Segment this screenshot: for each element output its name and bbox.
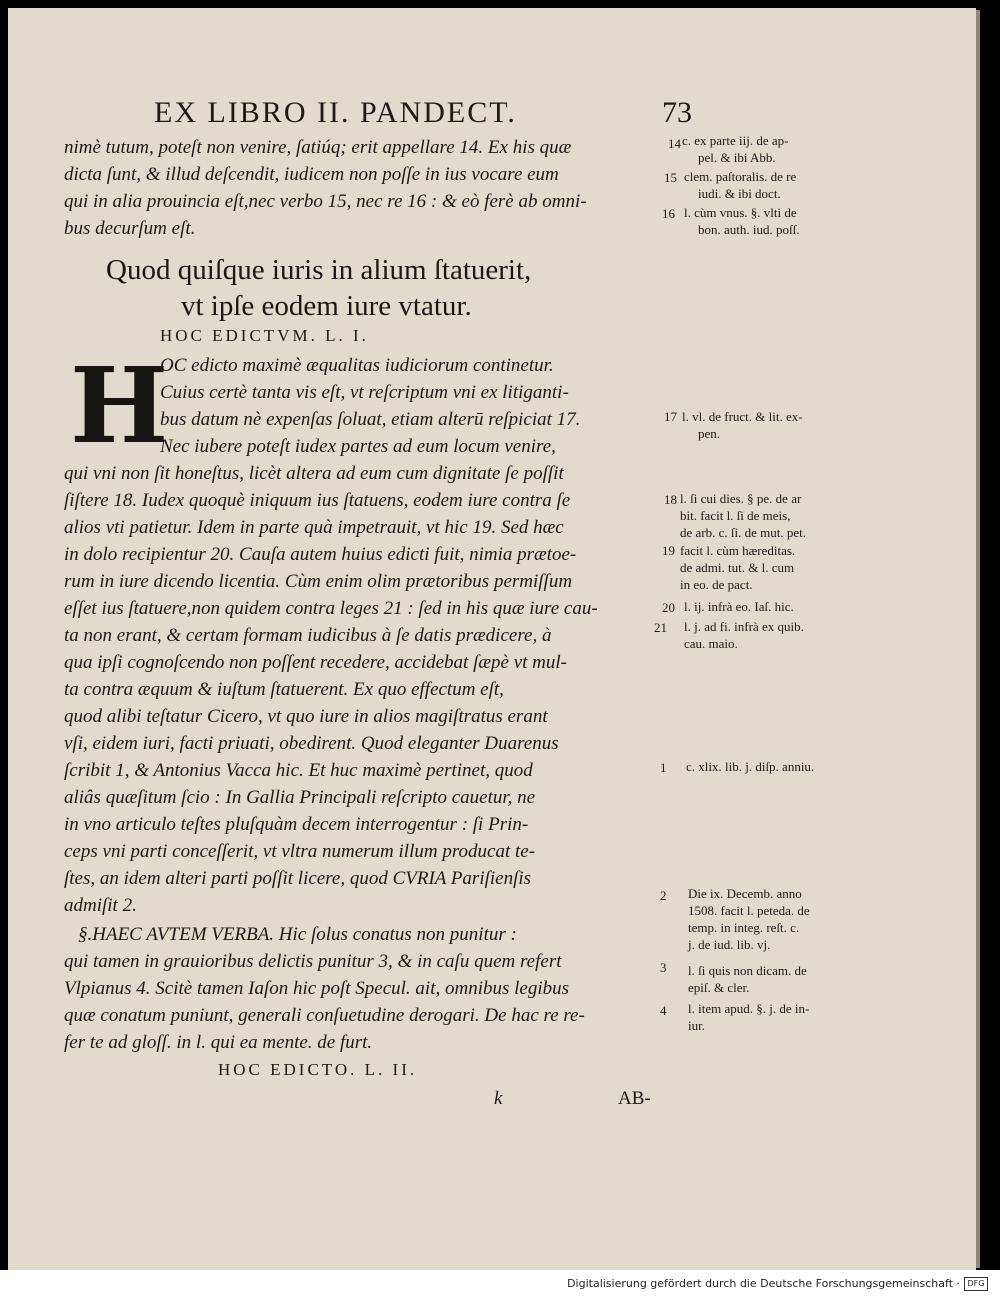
body-line: admiſit 2. — [64, 895, 137, 916]
drop-cap: H — [70, 344, 169, 467]
margin-note-line: bon. auth. iud. poſſ. — [698, 222, 800, 237]
margin-note-number: 21 — [654, 620, 667, 635]
margin-note-line: pen. — [698, 426, 721, 441]
margin-note-line: clem. paſtoralis. de re — [684, 169, 797, 184]
margin-note-number: 1 — [660, 760, 667, 775]
margin-note-line: epiſ. & cler. — [688, 980, 750, 995]
margin-note-line: in eo. de pact. — [680, 577, 753, 592]
margin-note-number: 17 — [664, 409, 677, 424]
body-line: vſi, eidem iuri, facti priuati, obedirent. Quod eleganter Duarenus — [64, 733, 559, 754]
margin-note-number: 19 — [662, 543, 675, 558]
page-edge — [976, 10, 980, 1268]
page-number: 73 — [662, 96, 692, 129]
body-line: in dolo recipientur 20. Cauſa autem huius edicti fuit, nimia prætoe- — [64, 544, 577, 565]
margin-note-number: 18 — [664, 492, 677, 507]
margin-note-number: 3 — [660, 960, 667, 975]
body-line: §.HAEC AVTEM VERBA. Hic ſolus conatus non punitur : — [78, 924, 517, 945]
body-line: Nec iubere poteſt iudex partes ad eum locum venire, — [160, 436, 556, 457]
margin-note-line: c. ex parte iij. de ap- — [682, 133, 789, 148]
margin-note-line: l. item apud. §. j. de in- — [688, 1001, 810, 1016]
margin-note-line: temp. in integ. reſt. c. — [688, 920, 800, 935]
margin-note-number: 4 — [660, 1003, 667, 1018]
margin-note-line: j. de iud. lib. vj. — [688, 937, 771, 952]
margin-note-number: 2 — [660, 888, 667, 903]
body-line: OC edicto maximè æqualitas iudiciorum continetur. — [160, 355, 554, 376]
funding-credit: Digitalisierung gefördert durch die Deutsche Forschungsgemeinschaft · — [567, 1277, 960, 1290]
body-line: ſtes, an idem alteri parti poſſit licere, quod CVRIA Pariſienſis — [64, 868, 532, 889]
signature-mark: k — [494, 1088, 503, 1109]
margin-note-line: de admi. tut. & l. cum — [680, 560, 795, 575]
margin-note-line: iudi. & ibi doct. — [698, 186, 781, 201]
body-line: quod alibi teſtatur Cicero, vt quo iure in alios magiſtratus erant — [64, 706, 548, 727]
body-line: dicta ſunt, & illud deſcendit, iudicem non poſſe in ius vocare eum — [64, 164, 559, 185]
book-page — [8, 8, 976, 1270]
body-line: Vlpianus 4. Scitè tamen Iaſon hic poſt Specul. ait, omnibus legibus — [64, 978, 570, 999]
body-line: qui tamen in grauioribus delictis punitur 3, & in caſu quem refert — [64, 951, 562, 972]
dfg-logo: DFG — [964, 1277, 988, 1291]
margin-note-line: pel. & ibi Abb. — [698, 150, 776, 165]
body-line: ſcribit 1, & Antonius Vacca hic. Et huc maximè pertinet, quod — [64, 760, 533, 781]
edicto-heading: HOC EDICTO. L. II. — [218, 1060, 418, 1079]
body-line: eſſet ius ſtatuere,non quidem contra leges 21 : ſed in his quæ iure cau- — [64, 598, 598, 619]
margin-note-line: bit. facit l. ſi de meis, — [680, 508, 791, 523]
margin-note-line: iur. — [688, 1018, 705, 1033]
edictum-heading: HOC EDICTVM. L. I. — [160, 326, 369, 345]
body-line: qui vni non ſit honeſtus, licèt altera ad eum cum dignitate ſe poſſit — [64, 463, 564, 484]
margin-note-number: 15 — [664, 170, 677, 185]
margin-note-line: l. vl. de fruct. & lit. ex- — [682, 409, 803, 424]
body-line: quæ conatum puniunt, generali conſuetudine derogari. De hac re re- — [64, 1005, 585, 1026]
body-line: bus decurſum eſt. — [64, 218, 196, 239]
body-line: ceps vni parti conceſſerit, vt vltra numerum illum producat te- — [64, 841, 536, 862]
section-title-line: vt ipſe eodem iure vtatur. — [181, 290, 472, 322]
body-line: fer te ad gloſſ. in l. qui ea mente. de furt. — [64, 1032, 373, 1053]
body-line: qua ipſi cognoſcendo non poſſent recedere, accidebat ſæpè vt mul- — [64, 652, 568, 673]
body-line: ta contra æquum & iuſtum ſtatuerent. Ex quo effectum eſt, — [64, 679, 504, 700]
body-line: nimè tutum, poteſt non venire, ſatiúq; erit appellare 14. Ex his quæ — [64, 137, 572, 158]
body-line: ſiſtere 18. Iudex quoquè iniquum ius ſtatuens, eodem iure contra ſe — [64, 490, 571, 511]
margin-note-line: l. cùm vnus. §. vlti de — [684, 205, 797, 220]
margin-note-line: l. ſi cui dies. § pe. de ar — [680, 491, 802, 506]
margin-note-line: l. ij. infrà eo. Iaſ. hic. — [684, 599, 794, 614]
body-line: qui in alia prouincia eſt,nec verbo 15, nec re 16 : & eò ferè ab omni- — [64, 191, 587, 212]
catchword: AB- — [618, 1088, 651, 1109]
body-line: bus datum nè expenſas ſoluat, etiam alterū reſpiciat 17. — [160, 409, 581, 430]
margin-note-line: l. j. ad fi. infrà ex quib. — [684, 619, 804, 634]
margin-note-line: cau. maio. — [684, 636, 738, 651]
margin-note-number: 16 — [662, 206, 675, 221]
margin-note-line: c. xlix. lib. j. diſp. anniu. — [686, 759, 815, 774]
body-line: aliâs quæſitum ſcio : In Gallia Principali reſcripto cauetur, ne — [64, 787, 536, 808]
margin-note-line: 1508. facit l. peteda. de — [688, 903, 810, 918]
running-header: EX LIBRO II. PANDECT. — [154, 96, 517, 129]
margin-note-line: l. ſi quis non dicam. de — [688, 963, 807, 978]
margin-note-number: 14 — [668, 136, 681, 151]
margin-note-number: 20 — [662, 600, 675, 615]
section-title-line: Quod quiſque iuris in alium ſtatuerit, — [106, 254, 532, 286]
body-line: alios vti patietur. Idem in parte quà impetrauit, vt hic 19. Sed hæc — [64, 517, 564, 538]
body-line: rum in iure dicendo licentia. Cùm enim olim prætoribus permiſſum — [64, 571, 573, 592]
body-line: in vno articulo teſtes pluſquàm decem interrogentur : ſi Prin- — [64, 814, 529, 835]
body-line: Cuius certè tanta vis eſt, vt reſcriptum vni ex litiganti- — [160, 382, 569, 403]
margin-note-line: Die ix. Decemb. anno — [688, 886, 802, 901]
margin-note-line: facit l. cùm hæreditas. — [680, 543, 796, 558]
body-line: ta non erant, & certam formam iudicibus à ſe datis prædicere, à — [64, 625, 552, 646]
margin-note-line: de arb. c. ſi. de mut. pet. — [680, 525, 806, 540]
